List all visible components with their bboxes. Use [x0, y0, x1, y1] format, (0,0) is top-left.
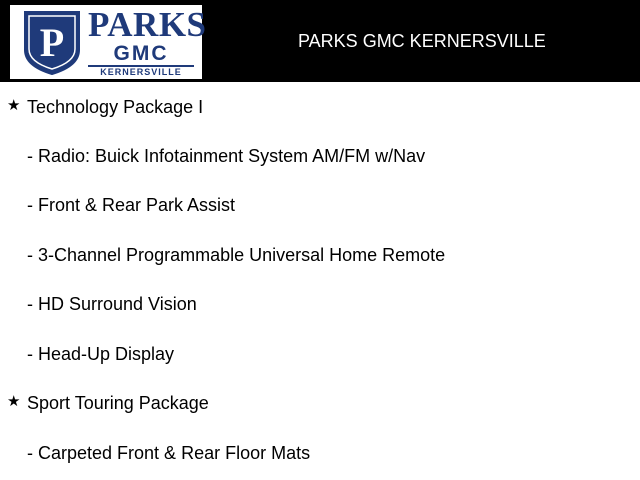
- list-item: [0, 240, 640, 270]
- shield-icon: [23, 10, 81, 76]
- star-icon: ★: [7, 97, 21, 114]
- header-bar: [0, 0, 640, 82]
- logo-brand-text: PARKS: [88, 5, 207, 44]
- feature-text: - HD Surround Vision: [27, 294, 197, 314]
- dealer-logo: [10, 5, 207, 79]
- list-item: [0, 141, 640, 171]
- list-item: [0, 388, 640, 418]
- feature-text: - Head-Up Display: [27, 344, 175, 364]
- logo-make-text: GMC: [113, 42, 169, 65]
- list-item: [0, 339, 640, 369]
- logo-city-text: KERNERSVILLE: [100, 67, 182, 77]
- feature-text: - Carpeted Front & Rear Floor Mats: [27, 443, 311, 463]
- list-item: [0, 190, 640, 220]
- feature-text: - Radio: Buick Infotainment System AM/FM w/Nav: [27, 146, 426, 166]
- list-item: [0, 289, 640, 319]
- feature-text: - 3-Channel Programmable Universal Home Remote: [27, 245, 446, 265]
- dealer-name: PARKS GMC KERNERSVILLE: [298, 31, 546, 51]
- list-item: [0, 438, 640, 468]
- package-title: Sport Touring Package: [27, 393, 209, 413]
- feature-text: - Front & Rear Park Assist: [27, 195, 236, 215]
- list-item: [0, 92, 640, 122]
- package-title: Technology Package I: [27, 97, 204, 117]
- star-icon: ★: [7, 393, 21, 410]
- shield-letter: P: [39, 20, 65, 65]
